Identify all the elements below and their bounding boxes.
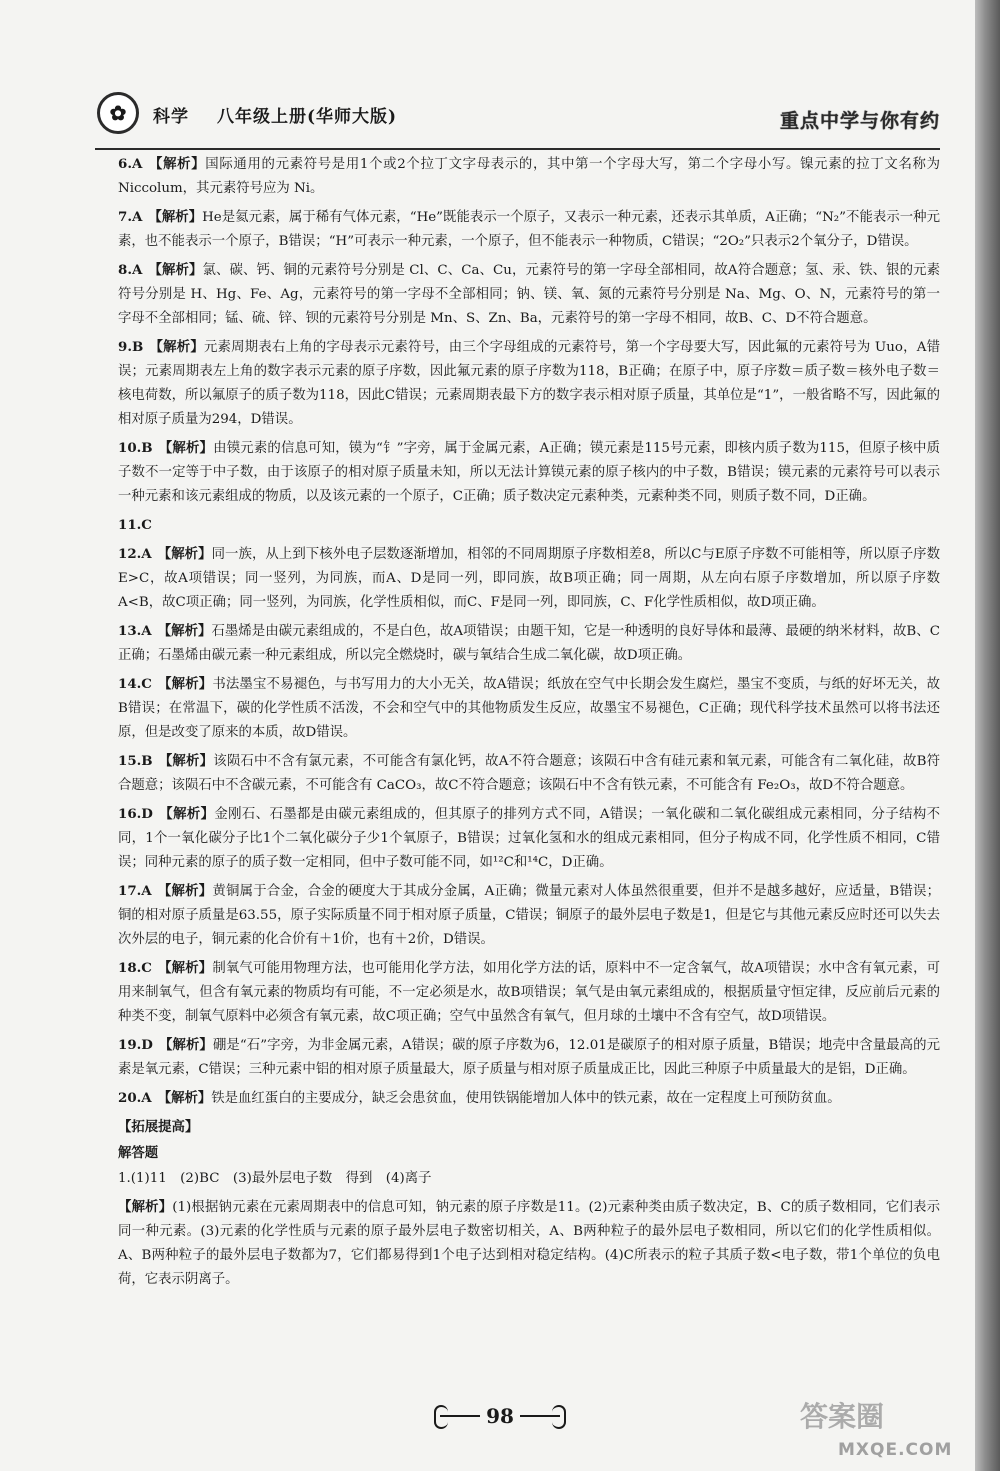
answer-number: 17.A	[118, 883, 152, 899]
answer-text: 石墨烯是由碳元素组成的，不是白色，故A项错误；由题干知，它是一种透明的良好导体和最薄、最硬的纳米材料，故B、C正确；石墨烯由碳元素一种元素组成，所以完全燃烧时，碳与氧结合生成二氧化碳，故D项正确。	[118, 624, 940, 663]
answer-item	[118, 152, 940, 201]
answer-item	[118, 258, 940, 331]
answer-item	[118, 205, 940, 254]
answer-item	[118, 1086, 940, 1111]
analysis-tag: 【解析】	[157, 960, 213, 976]
analysis-tag: 【解析】	[158, 440, 214, 456]
answer-text: 硼是“石”字旁，为非金属元素，A错误；碳的原子序数为6，12.01是碳原子的相对原子质量，B错误；地壳中含量最高的元素是氧元素，C错误；三种元素中铝的相对原子质量最大，原子质量与相对原子质量成正比，因此三种原子中质量最大的是铝，D正确。	[118, 1038, 940, 1077]
analysis-tag: 【解析】	[148, 262, 203, 278]
answer-text: 铁是血红蛋白的主要成分，缺乏会患贫血，使用铁锅能增加人体中的铁元素，故在一定程度上可预防贫血。	[211, 1091, 841, 1106]
q1-tag: 【解析】	[118, 1199, 173, 1215]
answer-number: 13.A	[118, 623, 152, 639]
analysis-tag: 【解析】	[158, 753, 214, 769]
q1-answer: 1.(1)11 (2)BC (3)最外层电子数 得到 (4)离子	[118, 1171, 432, 1186]
analysis-tag: 【解析】	[148, 156, 206, 172]
brand-logo: 重点中学与你有约	[779, 110, 940, 132]
answer-item	[118, 335, 940, 432]
answer-item	[118, 1033, 940, 1082]
answer-number: 14.C	[118, 676, 152, 692]
answer-number: 7.A	[118, 209, 143, 225]
header-title	[153, 102, 397, 127]
answer-item	[118, 672, 940, 745]
subject-label: 科学	[153, 107, 189, 127]
watermark-url: MXQE.COM	[838, 1440, 953, 1460]
torn-page-edge	[975, 0, 1000, 1471]
answer-number: 11.C	[118, 517, 152, 533]
answer-item	[118, 436, 940, 509]
answer-item	[118, 802, 940, 875]
answer-number: 10.B	[118, 440, 153, 456]
q1-text: (1)根据钠元素在元素周期表中的信息可知，钠元素的原子序数是11。(2)元素种类由质子数决定，B、C的质子数相同，它们表示同一种元素。(3)元素的化学性质与元素的原子最外层电子数密切相关，A、B两种粒子的最外层电子数相同，所以它们的化学性质相似。A、B两种粒子的最外层电子数都为7，它们都易得到1个电子达到相对稳定结构。(4)C所表示的粒子其质子数<电子数，带1个单位的负电荷，它表示阴离子。	[118, 1200, 941, 1287]
answers-list	[118, 152, 940, 1111]
page-number: 98	[480, 1404, 520, 1428]
analysis-tag: 【解析】	[158, 1037, 213, 1053]
answer-text: 黄铜属于合金，合金的硬度大于其成分金属，A正确；微量元素对人体虽然很重要，但并不是越多越好，应适量，B错误；铜的相对原子质量是63.55，原子实际质量不同于相对原子质量，C错误；铜原子的最外层电子数是1，但是它与其他元素反应时还可以失去次外层的电子，铜元素的化合价有＋1价，也有＋2价，D错误。	[118, 884, 941, 947]
school-logo-icon: ✿	[97, 92, 139, 134]
page-header	[95, 88, 940, 150]
answer-text: 书法墨宝不易褪色，与书写用力的大小无关，故A错误；纸放在空气中长期会发生腐烂，墨宝不变质，与纸的好坏无关，故B错误；在常温下，碳的化学性质不活泼，不会和空气中的其他物质发生反应，故墨宝不易褪色，C正确；现代科学技术虽然可以将书法还原，但是改变了原来的本质，故D错误。	[118, 677, 941, 740]
section-label: 【拓展提高】	[118, 1119, 199, 1135]
answer-text: He是氦元素，属于稀有气体元素，“He”既能表示一个原子，又表示一种元素，还表示其单质，A正确；“N₂”不能表示一种元素，也不能表示一个原子，B错误；“H”可表示一种元素，一个原子，但不能表示一种物质，C错误；“2O₂”只表示2个氧分子，D错误。	[118, 210, 941, 249]
analysis-tag: 【解析】	[157, 676, 213, 692]
answer-number: 18.C	[118, 960, 152, 976]
analysis-tag: 【解析】	[157, 623, 212, 639]
page-number-scroll	[440, 1400, 560, 1432]
answer-item	[118, 619, 940, 668]
answer-text: 该陨石中不含有氯元素，不可能含有氯化钙，故A不符合题意；该陨石中含有硅元素和氧元素，可能含有二氧化硅，故B符合题意；该陨石中不含碳元素，不可能含有 CaCO₃，故C不符合题意；该陨石中不含有铁元素，不可能含有 Fe₂O₃，故D不符合题意。	[118, 754, 941, 793]
answer-text: 由镆元素的信息可知，镆为“钅”字旁，属于金属元素，A正确；镆元素是115号元素，即核内质子数为115，但原子核中质子数不一定等于中子数，由于该原子的相对原子质量未知，所以无法计算镆元素的原子核内的中子数，B错误；镆元素的元素符号可以表示一种元素和该元素组成的物质，以及该元素的一个原子，C正确；质子数决定元素种类，元素种类不同，则质子数不同，D正确。	[118, 441, 941, 504]
book-label: 八年级上册(华师大版)	[217, 107, 398, 127]
answer-number: 12.A	[118, 546, 152, 562]
answer-number: 8.A	[118, 262, 143, 278]
answer-item	[118, 542, 940, 615]
analysis-tag: 【解析】	[158, 806, 215, 822]
analysis-tag: 【解析】	[157, 1090, 212, 1106]
section-heading: 解答题	[118, 1145, 159, 1161]
answer-item	[118, 749, 940, 798]
analysis-tag: 【解析】	[148, 209, 203, 225]
answer-text: 国际通用的元素符号是用1个或2个拉丁文字母表示的，其中第一个字母大写，第二个字母小写。镍元素的拉丁文名称为 Niccolum，其元素符号应为 Ni。	[118, 157, 940, 196]
answer-number: 15.B	[118, 753, 153, 769]
answer-text: 金刚石、石墨都是由碳元素组成的，但其原子的排列方式不同，A错误；一氧化碳和二氧化碳组成元素相同，分子结构不同，1个一氧化碳分子比1个二氧化碳分子少1个氧原子，B错误；过氧化氢和水的组成元素相同，但分子构成不同，化学性质不相同，C错误；同种元素的原子的质子数一定相同，但中子数可能不同，如¹²C和¹⁴C，D正确。	[118, 807, 940, 870]
answer-content	[118, 152, 940, 1296]
answer-number: 6.A	[118, 156, 143, 172]
analysis-tag: 【解析】	[157, 546, 212, 562]
q1-explanation	[118, 1195, 940, 1292]
answer-text: 氯、碳、钙、铜的元素符号分别是 Cl、C、Ca、Cu，元素符号的第一字母全部相同，故A符合题意；氢、汞、铁、银的元素符号分别是 H、Hg、Fe、Ag，元素符号的第一字母不全部相同；钠、镁、氧、氮的元素符号分别是 Na、Mg、O、N，元素符号的第一字母不全部相同；锰、硫、锌、钡的元素符号分别是 Mn、S、Zn、Ba，元素符号的第一字母不相同，故B、C、D不符合题意。	[118, 263, 941, 326]
watermark: 答案圈	[800, 1400, 885, 1433]
answer-item	[118, 956, 940, 1029]
answer-item	[118, 513, 940, 538]
answer-number: 16.D	[118, 806, 153, 822]
answer-number: 19.D	[118, 1037, 153, 1053]
answer-text: 制氧气可能用物理方法，也可能用化学方法，如用化学方法的话，原料中不一定含氧气，故A项错误；水中含有氧元素，可用来制氧气，但含有氧元素的物质均有可能，不一定必须是水，故B项错误；氧气是由氧元素组成的，根据质量守恒定律，反应前后元素的种类不变，制氧气原料中必须含有氧元素，故C项正确；空气中虽然含有氧气，但月球的土壤中不含有空气，故D项错误。	[118, 961, 941, 1024]
analysis-tag: 【解析】	[157, 883, 213, 899]
answer-item	[118, 879, 940, 952]
analysis-tag: 【解析】	[149, 339, 204, 355]
answer-number: 9.B	[118, 339, 144, 355]
answer-text: 同一族，从上到下核外电子层数逐渐增加，相邻的不同周期原子序数相差8，所以C与E原子序数不可能相等，所以原子序数E>C，故A项错误；同一竖列，为同族，而A、D是同一列，即同族，故B项正确；同一周期，从左向右原子序数增加，所以原子序数A<B，故C项正确；同一竖列，为同族，化学性质相似，而C、F是同一列，即同族，C、F化学性质相似，故D项正确。	[118, 547, 941, 610]
answer-number: 20.A	[118, 1090, 152, 1106]
answer-text: 元素周期表右上角的字母表示元素符号，由三个字母组成的元素符号，第一个字母要大写，因此氟的元素符号为 Uuo，A错误；元素周期表左上角的数字表示元素的原子序数，因此氟元素的原子序数为118，B正确；在原子中，原子序数＝质子数＝核外电子数＝核电荷数，所以氟原子的质子数为118，因此C错误；元素周期表最下方的数字表示相对原子质量，其单位是“1”，一般省略不写，因此氟的相对原子质量为294，D错误。	[118, 340, 940, 427]
